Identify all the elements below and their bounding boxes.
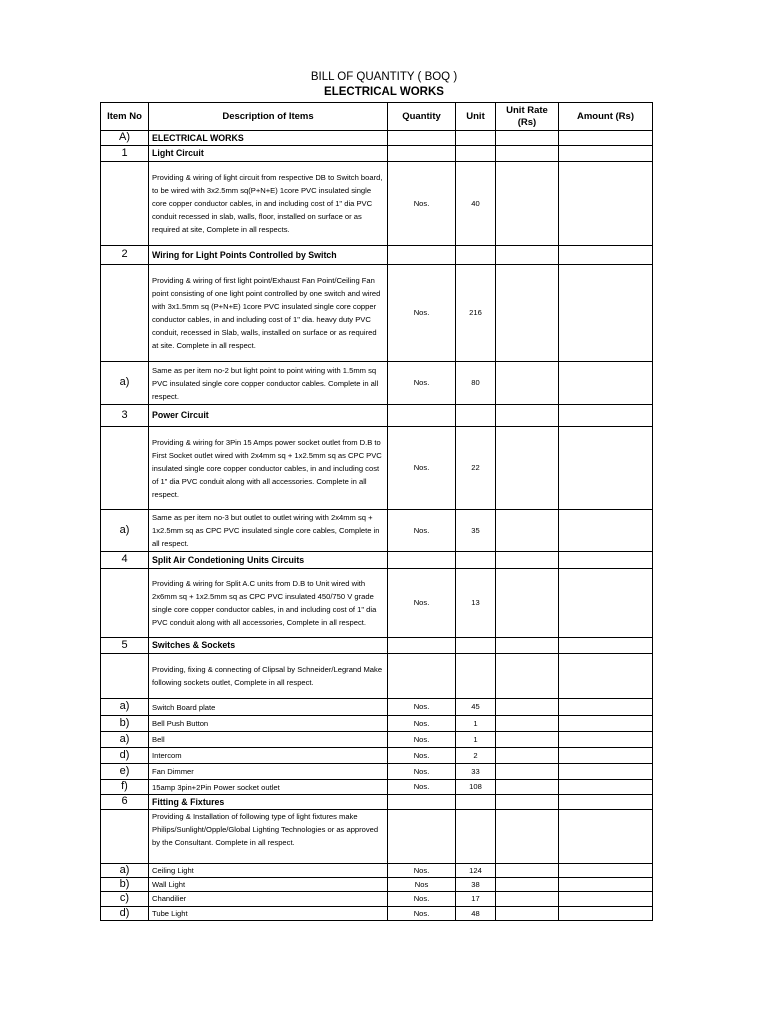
amount-cell (559, 146, 653, 162)
table-row (101, 638, 653, 654)
item-no-cell: b) (101, 716, 149, 732)
amount-cell (559, 569, 653, 638)
column-header-unit-rate: Unit Rate (Rs) (496, 103, 559, 131)
item-no-cell: f) (101, 780, 149, 795)
column-header-description: Description of Items (149, 103, 388, 131)
unit-rate-cell (496, 131, 559, 146)
amount-cell (559, 131, 653, 146)
description-cell: Switch Board plate (149, 699, 388, 716)
item-no-cell: a) (101, 510, 149, 552)
unit-cell: 13 (456, 569, 496, 638)
unit-cell: 108 (456, 780, 496, 795)
amount-cell (559, 892, 653, 906)
item-no-cell: a) (101, 732, 149, 748)
item-no-cell (101, 654, 149, 699)
quantity-cell: Nos. (388, 716, 456, 732)
amount-cell (559, 427, 653, 510)
quantity-cell: Nos. (388, 892, 456, 906)
description-cell: Providing & wiring of light circuit from respective DB to Switch board, to be wired with 3x2.5mm sq(P+N+E) 1core PVC insulated single core copper conductor cables, in and including cost of 1" dia PVC conduit recessed in slab, walls, floor, installed on surface or as required at site, Complete in all respects. (149, 162, 388, 246)
quantity-cell: Nos. (388, 906, 456, 920)
unit-rate-cell (496, 427, 559, 510)
table-row (101, 246, 653, 265)
table-row (101, 878, 653, 892)
quantity-cell: Nos. (388, 362, 456, 405)
amount-cell (559, 780, 653, 795)
description-cell: Light Circuit (149, 146, 388, 162)
table-row (101, 654, 653, 699)
item-no-cell (101, 162, 149, 246)
unit-cell: 40 (456, 162, 496, 246)
item-no-cell: d) (101, 906, 149, 920)
item-no-cell: 1 (101, 146, 149, 162)
quantity-cell (388, 131, 456, 146)
unit-cell: 38 (456, 878, 496, 892)
unit-cell: 80 (456, 362, 496, 405)
unit-cell: 45 (456, 699, 496, 716)
unit-cell (456, 638, 496, 654)
table-row (101, 405, 653, 427)
unit-rate-cell (496, 265, 559, 362)
quantity-cell: Nos. (388, 162, 456, 246)
description-cell: Same as per item no-2 but light point to point wiring with 1.5mm sq PVC insulated single core copper conductor cables. Complete in all respect. (149, 362, 388, 405)
amount-cell (559, 638, 653, 654)
item-no-cell: A) (101, 131, 149, 146)
unit-cell: 17 (456, 892, 496, 906)
table-row (101, 552, 653, 569)
quantity-cell: Nos. (388, 427, 456, 510)
description-cell: Fitting & Fixtures (149, 795, 388, 810)
unit-rate-cell (496, 699, 559, 716)
table-row (101, 748, 653, 764)
quantity-cell (388, 654, 456, 699)
unit-rate-cell (496, 569, 559, 638)
table-row (101, 265, 653, 362)
item-no-cell: a) (101, 362, 149, 405)
item-no-cell: c) (101, 892, 149, 906)
amount-cell (559, 265, 653, 362)
description-cell: Providing & Installation of following type of light fixtures make Philips/Sunlight/Opple/Global Lighting Technologies or as approved by the Consultant. Complete in all respect. (149, 810, 388, 864)
description-cell: Bell (149, 732, 388, 748)
unit-rate-cell (496, 864, 559, 878)
amount-cell (559, 246, 653, 265)
item-no-cell: b) (101, 878, 149, 892)
item-no-cell: 2 (101, 246, 149, 265)
unit-cell: 33 (456, 764, 496, 780)
table-row (101, 131, 653, 146)
unit-cell (456, 810, 496, 864)
unit-rate-cell (496, 362, 559, 405)
quantity-cell: Nos. (388, 569, 456, 638)
unit-cell: 48 (456, 906, 496, 920)
item-no-cell (101, 265, 149, 362)
quantity-cell (388, 146, 456, 162)
unit-cell: 1 (456, 716, 496, 732)
unit-cell (456, 246, 496, 265)
item-no-cell: a) (101, 699, 149, 716)
unit-rate-cell (496, 892, 559, 906)
amount-cell (559, 732, 653, 748)
unit-cell (456, 146, 496, 162)
item-no-cell: 5 (101, 638, 149, 654)
table-row (101, 892, 653, 906)
column-header-amount: Amount (Rs) (559, 103, 653, 131)
unit-cell: 2 (456, 748, 496, 764)
amount-cell (559, 795, 653, 810)
description-cell: Split Air Condetioning Units Circuits (149, 552, 388, 569)
table-row (101, 716, 653, 732)
unit-rate-cell (496, 510, 559, 552)
description-cell: Switches & Sockets (149, 638, 388, 654)
description-cell: Providing & wiring for 3Pin 15 Amps power socket outlet from D.B to First Socket outlet wired with 2x4mm sq + 1x2.5mm sq as CPC PVC insulated single core copper conductor cables, in and including cost of 1" dia PVC conduit along with all accessories. Complete in all respect. (149, 427, 388, 510)
amount-cell (559, 748, 653, 764)
amount-cell (559, 654, 653, 699)
table-row (101, 362, 653, 405)
item-no-cell: 6 (101, 795, 149, 810)
description-cell: Intercom (149, 748, 388, 764)
unit-cell: 35 (456, 510, 496, 552)
amount-cell (559, 810, 653, 864)
amount-cell (559, 716, 653, 732)
quantity-cell: Nos. (388, 748, 456, 764)
quantity-cell: Nos. (388, 265, 456, 362)
unit-rate-cell (496, 732, 559, 748)
unit-rate-cell (496, 405, 559, 427)
table-row (101, 764, 653, 780)
item-no-cell (101, 427, 149, 510)
column-header-quantity: Quantity (388, 103, 456, 131)
table-row (101, 906, 653, 920)
description-cell: Providing & wiring for Split A.C units from D.B to Unit wired with 2x6mm sq + 1x2.5mm sq as CPC PVC insulated 450/750 V grade single core copper conductor cables, in and including cost of 1" dia PVC conduit along with all accessories, Complete in all respect. (149, 569, 388, 638)
unit-rate-cell (496, 878, 559, 892)
description-cell: ELECTRICAL WORKS (149, 131, 388, 146)
amount-cell (559, 699, 653, 716)
unit-rate-cell (496, 654, 559, 699)
table-row (101, 510, 653, 552)
unit-rate-cell (496, 162, 559, 246)
unit-rate-cell (496, 246, 559, 265)
unit-cell (456, 552, 496, 569)
table-row (101, 162, 653, 246)
unit-cell: 22 (456, 427, 496, 510)
item-no-cell (101, 810, 149, 864)
unit-rate-cell (496, 552, 559, 569)
amount-cell (559, 552, 653, 569)
unit-cell: 216 (456, 265, 496, 362)
amount-cell (559, 864, 653, 878)
table-row (101, 427, 653, 510)
amount-cell (559, 162, 653, 246)
quantity-cell (388, 405, 456, 427)
quantity-cell: Nos. (388, 510, 456, 552)
table-row (101, 795, 653, 810)
table-row (101, 146, 653, 162)
table-row (101, 699, 653, 716)
description-cell: Wiring for Light Points Controlled by Switch (149, 246, 388, 265)
unit-rate-cell (496, 795, 559, 810)
unit-cell (456, 795, 496, 810)
table-header-row (101, 103, 653, 131)
amount-cell (559, 764, 653, 780)
table-row (101, 810, 653, 864)
unit-cell (456, 405, 496, 427)
quantity-cell (388, 638, 456, 654)
table-row (101, 569, 653, 638)
unit-rate-cell (496, 638, 559, 654)
item-no-cell: 3 (101, 405, 149, 427)
amount-cell (559, 878, 653, 892)
unit-rate-cell (496, 764, 559, 780)
amount-cell (559, 362, 653, 405)
unit-cell: 124 (456, 864, 496, 878)
quantity-cell: Nos. (388, 764, 456, 780)
quantity-cell (388, 246, 456, 265)
quantity-cell (388, 795, 456, 810)
item-no-cell: 4 (101, 552, 149, 569)
description-cell: Providing & wiring of first light point/Exhaust Fan Point/Ceiling Fan point consisting of one light point controlled by one switch and wired with 3x1.5mm sq (P+N+E) 1core PVC insulated single core copper conductor cables, in and including cost of 1" dia. heavy duty PVC conduit, recessed in Slab, walls, installed on surface or as required at site. Complete in all respect. (149, 265, 388, 362)
item-no-cell: e) (101, 764, 149, 780)
table-row (101, 780, 653, 795)
document-subtitle: ELECTRICAL WORKS (324, 86, 444, 98)
quantity-cell: Nos. (388, 732, 456, 748)
amount-cell (559, 405, 653, 427)
item-no-cell: d) (101, 748, 149, 764)
unit-rate-cell (496, 716, 559, 732)
description-cell: 15amp 3pin+2Pin Power socket outlet (149, 780, 388, 795)
quantity-cell: Nos. (388, 780, 456, 795)
description-cell: Same as per item no-3 but outlet to outlet wiring with 2x4mm sq + 1x2.5mm sq as CPC PVC insulated single core cables, Complete in all respect. (149, 510, 388, 552)
unit-rate-cell (496, 780, 559, 795)
table-row (101, 732, 653, 748)
unit-rate-cell (496, 748, 559, 764)
quantity-cell (388, 810, 456, 864)
item-no-cell: a) (101, 864, 149, 878)
quantity-cell: Nos. (388, 699, 456, 716)
description-cell: Bell Push Button (149, 716, 388, 732)
amount-cell (559, 510, 653, 552)
item-no-cell (101, 569, 149, 638)
quantity-cell: Nos (388, 878, 456, 892)
quantity-cell: Nos. (388, 864, 456, 878)
description-cell: Ceiling Light (149, 864, 388, 878)
unit-cell (456, 131, 496, 146)
description-cell: Providing, fixing & connecting of Clipsal by Schneider/Legrand Make following sockets outlet, Complete in all respect. (149, 654, 388, 699)
document-title: BILL OF QUANTITY ( BOQ ) (310, 71, 458, 83)
description-cell: Fan Dimmer (149, 764, 388, 780)
unit-rate-cell (496, 906, 559, 920)
table-row (101, 864, 653, 878)
description-cell: Chandilier (149, 892, 388, 906)
column-header-item-no: Item No (101, 103, 149, 131)
unit-rate-cell (496, 146, 559, 162)
description-cell: Tube Light (149, 906, 388, 920)
amount-cell (559, 906, 653, 920)
quantity-cell (388, 552, 456, 569)
column-header-unit: Unit (456, 103, 496, 131)
unit-cell (456, 654, 496, 699)
unit-cell: 1 (456, 732, 496, 748)
description-cell: Power Circuit (149, 405, 388, 427)
unit-rate-cell (496, 810, 559, 864)
description-cell: Wall Light (149, 878, 388, 892)
boq-table (100, 102, 653, 921)
